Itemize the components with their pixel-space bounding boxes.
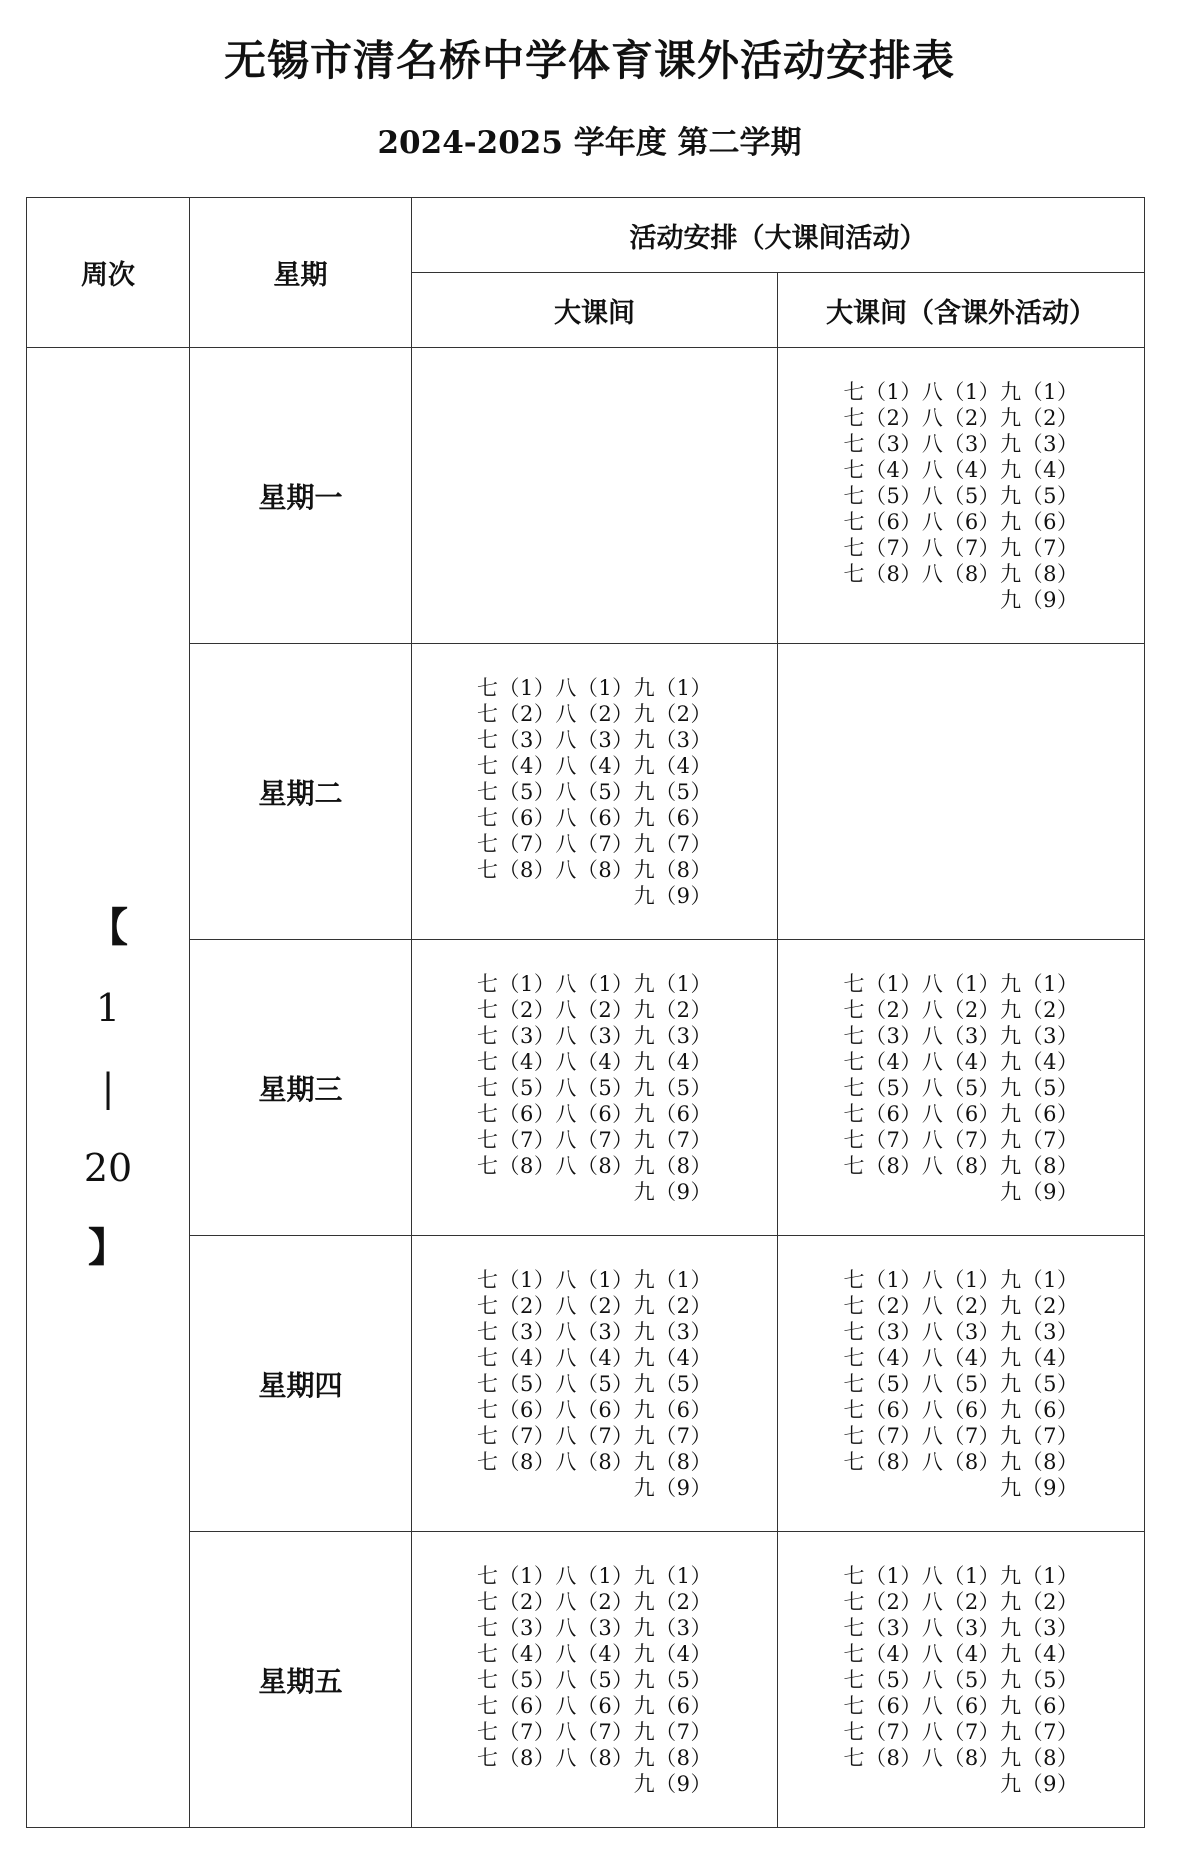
class-line: 七（2）八（2）九（2） bbox=[476, 1589, 713, 1614]
class-line: 九（9） bbox=[633, 1771, 713, 1796]
day-col-b bbox=[778, 940, 1145, 1236]
day-name: 星期四 bbox=[190, 1236, 412, 1532]
class-line: 七（4）八（4）九（4） bbox=[476, 1345, 713, 1370]
class-line: 七（8）八（8）九（8） bbox=[843, 1449, 1079, 1474]
header-col-a: 大课间 bbox=[412, 273, 778, 348]
class-line: 七（2）八（2）九（2） bbox=[476, 1293, 713, 1318]
class-line: 七（6）八（6）九（6） bbox=[843, 1101, 1079, 1126]
class-line: 七（2）八（2）九（2） bbox=[843, 1293, 1079, 1318]
class-line: 七（5）八（5）九（5） bbox=[843, 1667, 1079, 1692]
class-line: 七（6）八（6）九（6） bbox=[843, 509, 1079, 534]
class-line: 七（1）八（1）九（1） bbox=[476, 675, 713, 700]
class-line: 七（1）八（1）九（1） bbox=[843, 379, 1079, 404]
class-line: 七（4）八（4）九（4） bbox=[476, 1641, 713, 1666]
class-line: 七（1）八（1）九（1） bbox=[843, 971, 1079, 996]
class-line: 七（4）八（4）九（4） bbox=[843, 457, 1079, 482]
class-line: 七（5）八（5）九（5） bbox=[476, 779, 713, 804]
week-start: 1 bbox=[95, 985, 121, 1030]
class-line: 七（5）八（5）九（5） bbox=[843, 1371, 1079, 1396]
class-line: 七（2）八（2）九（2） bbox=[843, 997, 1079, 1022]
class-line: 七（8）八（8）九（8） bbox=[843, 1153, 1079, 1178]
day-col-a bbox=[412, 1532, 778, 1828]
class-line: 九（9） bbox=[1000, 1771, 1079, 1796]
class-list bbox=[843, 1267, 1078, 1501]
class-list bbox=[477, 1267, 712, 1501]
class-line: 七（3）八（3）九（3） bbox=[476, 1615, 713, 1640]
class-line: 七（4）八（4）九（4） bbox=[843, 1049, 1079, 1074]
class-line: 七（4）八（4）九（4） bbox=[476, 753, 713, 778]
page-title: 无锡市清名桥中学体育课外活动安排表 bbox=[223, 36, 955, 85]
week-end: 20 bbox=[83, 1145, 133, 1190]
day-col-b bbox=[778, 1532, 1145, 1828]
day-row bbox=[27, 940, 1145, 1236]
class-line: 七（2）八（2）九（2） bbox=[476, 997, 713, 1022]
day-row bbox=[27, 1236, 1145, 1532]
class-line: 七（1）八（1）九（1） bbox=[476, 1563, 713, 1588]
class-line: 九（9） bbox=[1000, 1179, 1079, 1204]
schedule-table bbox=[26, 197, 1145, 1828]
class-line: 七（1）八（1）九（1） bbox=[476, 971, 713, 996]
class-line: 七（8）八（8）九（8） bbox=[476, 1153, 713, 1178]
class-line: 七（3）八（3）九（3） bbox=[843, 431, 1079, 456]
day-col-a bbox=[412, 348, 778, 644]
class-line: 七（4）八（4）九（4） bbox=[843, 1345, 1079, 1370]
week-range bbox=[84, 888, 132, 1288]
class-line: 七（6）八（6）九（6） bbox=[843, 1693, 1079, 1718]
header-week: 周次 bbox=[27, 198, 190, 348]
class-line: 七（3）八（3）九（3） bbox=[843, 1319, 1079, 1344]
class-line: 七（7）八（7）九（7） bbox=[843, 1423, 1079, 1448]
class-line: 七（8）八（8）九（8） bbox=[476, 1745, 713, 1770]
week-dash: | bbox=[101, 1065, 115, 1110]
class-line: 七（7）八（7）九（7） bbox=[843, 1719, 1079, 1744]
week-open-bracket: 【 bbox=[87, 903, 128, 951]
class-line: 七（8）八（8）九（8） bbox=[843, 1745, 1079, 1770]
class-line: 七（5）八（5）九（5） bbox=[476, 1667, 713, 1692]
class-line: 七（2）八（2）九（2） bbox=[476, 701, 713, 726]
class-line: 七（5）八（5）九（5） bbox=[843, 483, 1079, 508]
class-line: 七（2）八（2）九（2） bbox=[843, 1589, 1079, 1614]
class-line: 七（7）八（7）九（7） bbox=[476, 1719, 713, 1744]
class-line: 九（9） bbox=[633, 1179, 713, 1204]
day-name: 星期一 bbox=[190, 348, 412, 644]
day-col-a bbox=[412, 1236, 778, 1532]
class-list bbox=[843, 1563, 1078, 1797]
class-line: 七（1）八（1）九（1） bbox=[476, 1267, 713, 1292]
day-row bbox=[27, 644, 1145, 940]
class-line: 七（1）八（1）九（1） bbox=[843, 1267, 1079, 1292]
class-line: 七（6）八（6）九（6） bbox=[476, 1101, 713, 1126]
day-name: 星期二 bbox=[190, 644, 412, 940]
day-row bbox=[27, 1532, 1145, 1828]
class-line: 七（7）八（7）九（7） bbox=[476, 1423, 713, 1448]
header-day: 星期 bbox=[190, 198, 412, 348]
class-line: 七（6）八（6）九（6） bbox=[476, 1397, 713, 1422]
class-line: 七（5）八（5）九（5） bbox=[476, 1075, 713, 1100]
class-line: 七（5）八（5）九（5） bbox=[476, 1371, 713, 1396]
class-line: 七（3）八（3）九（3） bbox=[476, 727, 713, 752]
class-line: 九（9） bbox=[633, 1475, 713, 1500]
class-line: 七（7）八（7）九（7） bbox=[843, 1127, 1079, 1152]
class-line: 七（6）八（6）九（6） bbox=[476, 1693, 713, 1718]
class-line: 七（4）八（4）九（4） bbox=[476, 1049, 713, 1074]
class-line: 七（2）八（2）九（2） bbox=[843, 405, 1079, 430]
class-list bbox=[843, 379, 1078, 613]
class-line: 七（6）八（6）九（6） bbox=[843, 1397, 1079, 1422]
day-col-a bbox=[412, 940, 778, 1236]
class-line: 七（6）八（6）九（6） bbox=[476, 805, 713, 830]
class-line: 七（3）八（3）九（3） bbox=[843, 1615, 1079, 1640]
day-col-b bbox=[778, 348, 1145, 644]
class-line: 七（3）八（3）九（3） bbox=[476, 1319, 713, 1344]
class-line: 七（7）八（7）九（7） bbox=[843, 535, 1079, 560]
class-line: 九（9） bbox=[633, 883, 713, 908]
class-line: 七（4）八（4）九（4） bbox=[843, 1641, 1079, 1666]
class-line: 七（1）八（1）九（1） bbox=[843, 1563, 1079, 1588]
class-line: 七（8）八（8）九（8） bbox=[843, 561, 1079, 586]
class-list bbox=[843, 971, 1078, 1205]
class-list bbox=[477, 1563, 712, 1797]
page-subtitle: 2024-2025 学年度 第二学期 bbox=[377, 125, 802, 161]
class-line: 九（9） bbox=[1000, 587, 1079, 612]
class-line: 七（3）八（3）九（3） bbox=[843, 1023, 1079, 1048]
class-line: 七（7）八（7）九（7） bbox=[476, 831, 713, 856]
week-range-cell bbox=[27, 348, 190, 1828]
day-name: 星期三 bbox=[190, 940, 412, 1236]
class-line: 七（5）八（5）九（5） bbox=[843, 1075, 1079, 1100]
class-line: 七（7）八（7）九（7） bbox=[476, 1127, 713, 1152]
class-list bbox=[477, 675, 712, 909]
class-list bbox=[477, 971, 712, 1205]
header-activity: 活动安排（大课间活动） bbox=[412, 198, 1145, 273]
day-name: 星期五 bbox=[190, 1532, 412, 1828]
day-col-a bbox=[412, 644, 778, 940]
day-col-b bbox=[778, 1236, 1145, 1532]
week-close-bracket: 】 bbox=[87, 1223, 128, 1271]
class-line: 七（3）八（3）九（3） bbox=[476, 1023, 713, 1048]
class-line: 九（9） bbox=[1000, 1475, 1079, 1500]
header-row-top bbox=[27, 198, 1145, 273]
class-line: 七（8）八（8）九（8） bbox=[476, 857, 713, 882]
day-row bbox=[27, 348, 1145, 644]
header-col-b: 大课间（含课外活动） bbox=[778, 273, 1145, 348]
class-line: 七（8）八（8）九（8） bbox=[476, 1449, 713, 1474]
day-col-b bbox=[778, 644, 1145, 940]
